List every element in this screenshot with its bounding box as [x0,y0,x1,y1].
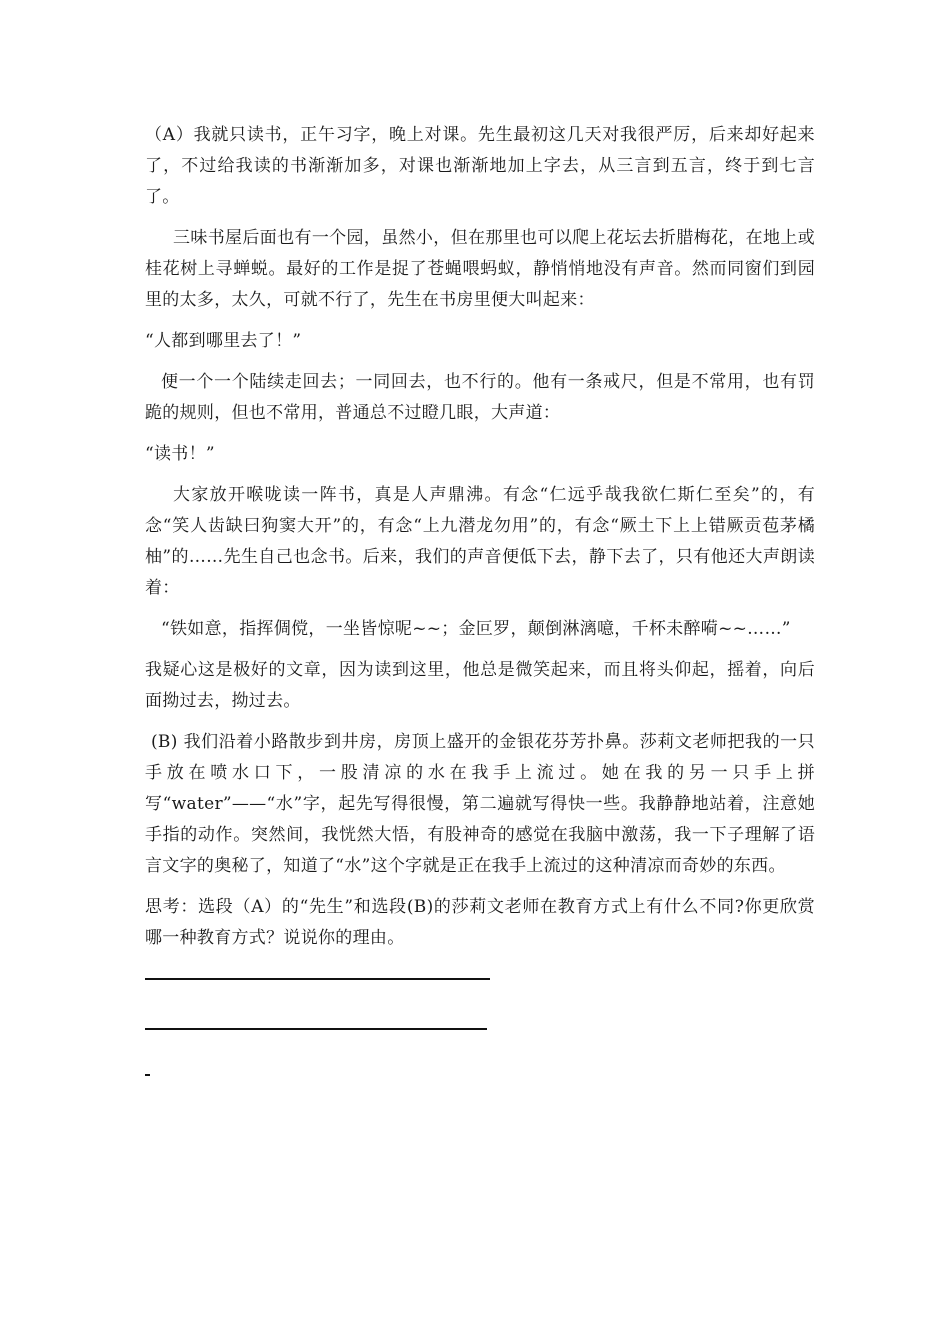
passage-a-quote-1: “人都到哪里去了！” [145,331,302,351]
passage-a-paragraph-3: 便一个一个陆续走回去；一同回去，也不行的。他有一条戒尺，但是不常用，也有罚跪的规则，但也不常用，普通总不过瞪几眼，大声道： [145,372,815,423]
passage-a-paragraph-4: 大家放开喉咙读一阵书，真是人声鼎沸。有念“仁远乎哉我欲仁斯仁至矣”的，有念“笑人齿缺曰狗窦大开”的，有念“上九潜龙勿用”的，有念“厥土下上上错厥贡苞茅橘柚”的……先生自己也念书。后来，我们的声音便低下去，静下去了，只有他还大声朗读着： [145,485,815,598]
passage-a-paragraph-2: 三味书屋后面也有一个园，虽然小，但在那里也可以爬上花坛去折腊梅花，在地上或桂花树上寻蝉蜕。最好的工作是捉了苍蝇喂蚂蚁，静悄悄地没有声音。然而同窗们到园里的太多，太久，可就不行了，先生在书房里便大叫起来： [145,228,815,310]
document-page [145,120,815,1076]
answer-line-2[interactable] [145,1028,487,1030]
passage-a-quote-2: “读书！” [145,444,215,464]
passage-a-paragraph-5: 我疑心这是极好的文章，因为读到这里，他总是微笑起来，而且将头仰起，摇着，向后面拗过去，拗过去。 [145,660,815,711]
passage-b-paragraph: (B) 我们沿着小路散步到井房，房顶上盛开的金银花芬芳扑鼻。莎莉文老师把我的一只手放在喷水口下，一股清凉的水在我手上流过。她在我的另一只手上拼写“water”——“水”字，起先写得很慢，第二遍就写得快一些。我静静地站着，注意她手指的动作。突然间，我恍然大悟，有股神奇的感觉在我脑中激荡，我一下子理解了语言文字的奥秘了，知道了“水”这个字就是正在我手上流过的这种清凉而奇妙的东西。 [145,732,815,876]
passage-a-recitation: “铁如意，指挥倜傥，一坐皆惊呢~~；金叵罗，颠倒淋漓噫，千杯未醉嗬~~……” [161,619,791,639]
stray-dash-mark [145,1074,150,1076]
passage-a-paragraph-1: （A）我就只读书，正午习字，晚上对课。先生最初这几天对我很严厉，后来却好起来了，不过给我读的书渐渐加多，对课也渐渐地加上字去，从三言到五言，终于到七言了。 [145,125,815,207]
question-text: 思考：选段（A）的“先生”和选段(B)的莎莉文老师在教育方式上有什么不同?你更欣赏哪一种教育方式？说说你的理由。 [145,897,815,948]
answer-line-1[interactable] [145,978,490,980]
